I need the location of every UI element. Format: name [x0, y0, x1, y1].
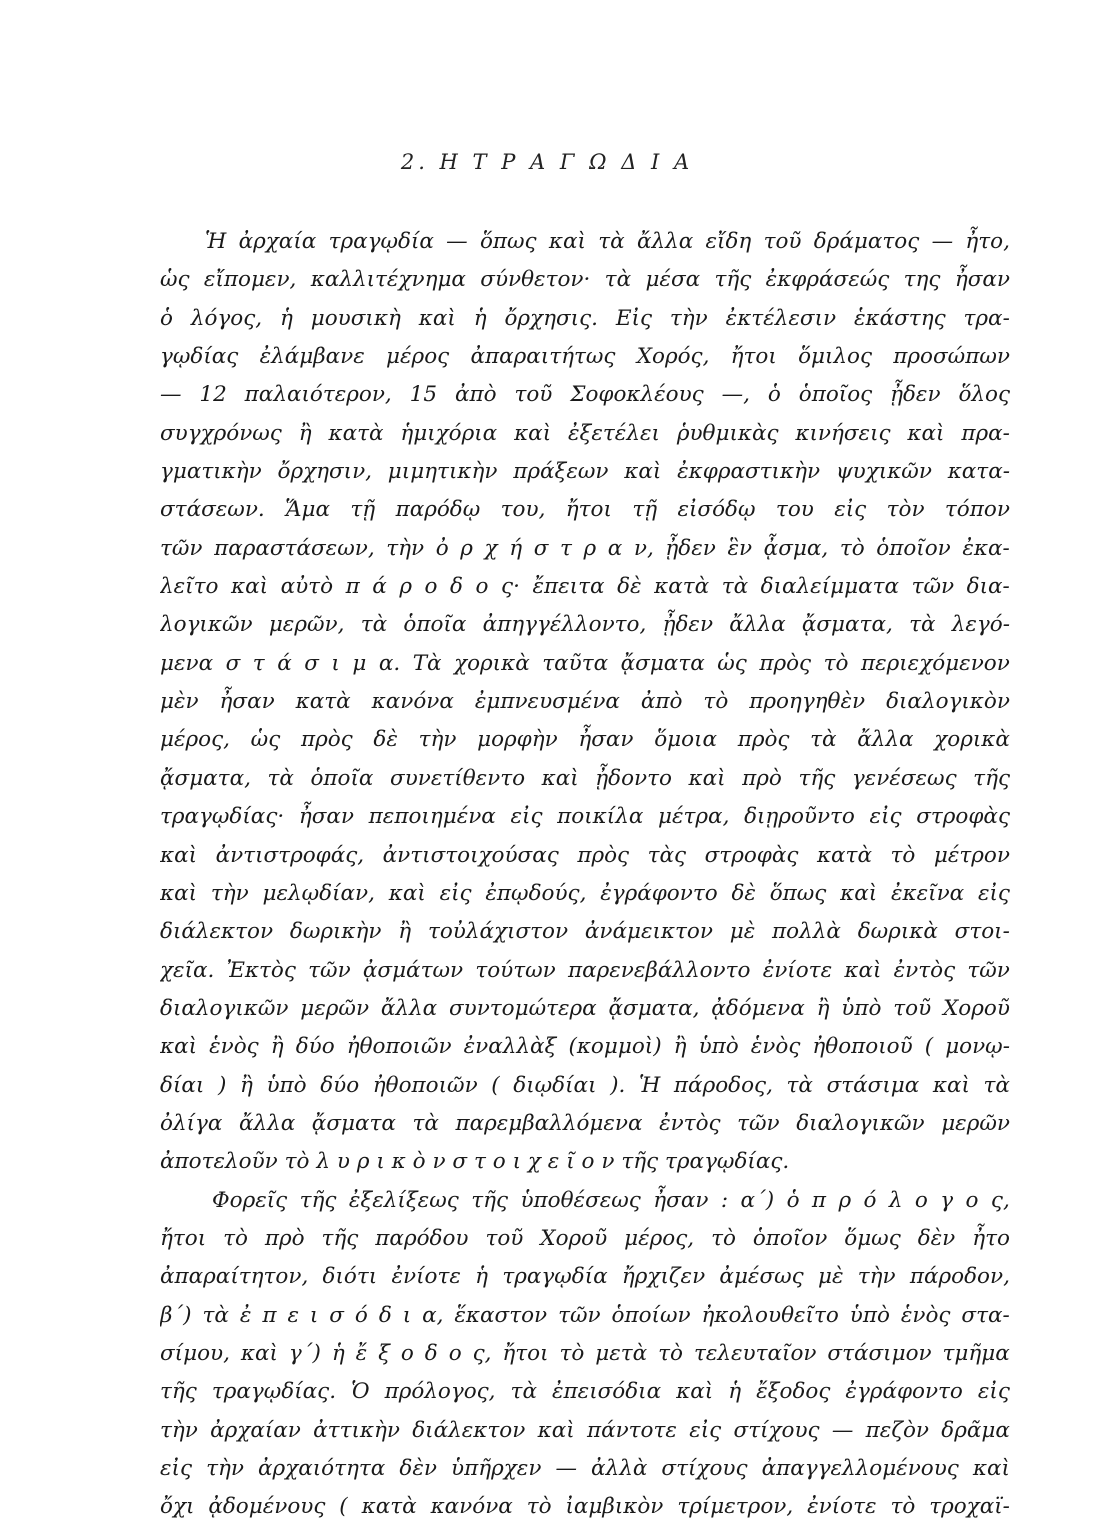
text-line: σίμου, καὶ γ΄) ἡ ἔ ξ ο δ ο ς, ἤτοι τὸ μετὰ τὸ τελευταῖον στάσιμον τμῆμα [160, 1340, 1010, 1366]
text-line: Ἡ ἀρχαία τραγῳδία — ὅπως καὶ τὰ ἄλλα εἴδη τοῦ δράματος — ἦτο, [205, 229, 1010, 254]
text-line: μενα σ τ ά σ ι μ α. Τὰ χορικὰ ταῦτα ᾄσματα ὡς πρὸς τὸ περιεχόμενον [160, 650, 1010, 676]
text-line: ὄχι ᾀδομένους ( κατὰ κανόνα τὸ ἰαμβικὸν τρίμετρον, ἐνίοτε τὸ τροχαϊ- [160, 1494, 1010, 1520]
text-line: λεῖτο καὶ αὐτὸ π ά ρ ο δ ο ς· ἔπειτα δὲ κατὰ τὰ διαλείμματα τῶν δια- [160, 574, 1010, 600]
text-line: μέρος, ὡς πρὸς δὲ τὴν μορφὴν ἦσαν ὅμοια πρὸς τὰ ἄλλα χορικὰ [160, 727, 1010, 753]
text-line: ἀπαραίτητον, διότι ἐνίοτε ἡ τραγῳδία ἤρχιζεν ἀμέσως μὲ τὴν πάροδον, [160, 1264, 1010, 1290]
section-heading: 2. Η Τ Ρ Α Γ Ω Δ Ι Α [400, 150, 694, 174]
text-line: τῶν παραστάσεων, τὴν ὀ ρ χ ή σ τ ρ α ν, ᾖδεν ἓν ᾆσμα, τὸ ὁποῖον ἐκα- [160, 535, 1010, 561]
text-line: συγχρόνως ἢ κατὰ ἡμιχόρια καὶ ἐξετέλει ῥυθμικὰς κινήσεις καὶ πρα- [160, 420, 1010, 446]
text-line: ἀποτελοῦν τὸ λ υ ρ ι κ ὸ ν σ τ ο ι χ ε ῖ ο ν τῆς τραγῳδίας. [160, 1149, 790, 1175]
text-line: ὡς εἴπομεν, καλλιτέχνημα σύνθετον· τὰ μέσα τῆς ἐκφράσεώς της ἦσαν [160, 267, 1010, 293]
text-line: Φορεῖς τῆς ἐξελίξεως τῆς ὑποθέσεως ἦσαν : α΄) ὁ π ρ ό λ ο γ ο ς, [212, 1187, 1010, 1213]
text-line: διάλεκτον δωρικὴν ἢ τοὐλάχιστον ἀνάμεικτον μὲ πολλὰ δωρικὰ στοι- [160, 919, 1010, 945]
text-line: γματικὴν ὄρχησιν, μιμητικὴν πράξεων καὶ ἐκφραστικὴν ψυχικῶν κατα- [160, 459, 1010, 485]
text-line: λογικῶν μερῶν, τὰ ὁποῖα ἀπηγγέλλοντο, ᾖδεν ἄλλα ᾄσματα, τὰ λεγό- [160, 612, 1010, 638]
text-line: β΄) τὰ ἐ π ε ι σ ό δ ι α, ἕκαστον τῶν ὁποίων ἠκολουθεῖτο ὑπὸ ἑνὸς στα- [160, 1302, 1010, 1328]
text-line: καὶ τὴν μελῳδίαν, καὶ εἰς ἐπῳδούς, ἐγράφοντο δὲ ὅπως καὶ ἐκεῖνα εἰς [160, 880, 1010, 906]
text-line: γῳδίας ἐλάμβανε μέρος ἀπαραιτήτως Χορός, ἤτοι ὅμιλος προσώπων [160, 344, 1010, 370]
text-line: χεῖα. Ἐκτὸς τῶν ᾀσμάτων τούτων παρενεβάλλοντο ἐνίοτε καὶ ἐντὸς τῶν [160, 957, 1010, 983]
body-text [160, 223, 1010, 1527]
text-line: καὶ ἀντιστροφάς, ἀντιστοιχούσας πρὸς τὰς στροφὰς κατὰ τὸ μέτρον [160, 842, 1010, 868]
text-line: ὀλίγα ἄλλα ᾄσματα τὰ παρεμβαλλόμενα ἐντὸς τῶν διαλογικῶν μερῶν [160, 1110, 1010, 1136]
text-line: δίαι ) ἢ ὑπὸ δύο ἠθοποιῶν ( διῳδίαι ). Ἡ πάροδος, τὰ στάσιμα καὶ τὰ [160, 1072, 1010, 1098]
text-line: — 12 παλαιότερον, 15 ἀπὸ τοῦ Σοφοκλέους —, ὁ ὁποῖος ᾖδεν ὅλος [160, 382, 1010, 408]
text-line: εἰς τὴν ἀρχαιότητα δὲν ὑπῆρχεν — ἀλλὰ στίχους ἀπαγγελλομένους καὶ [160, 1456, 1010, 1481]
text-line: τῆς τραγῳδίας. Ὁ πρόλογος, τὰ ἐπεισόδια καὶ ἡ ἔξοδος ἐγράφοντο εἰς [160, 1379, 1010, 1405]
text-line: ᾄσματα, τὰ ὁποῖα συνετίθεντο καὶ ᾖδοντο καὶ πρὸ τῆς γενέσεως τῆς [160, 765, 1010, 791]
text-line: τὴν ἀρχαίαν ἀττικὴν διάλεκτον καὶ πάντοτε εἰς στίχους — πεζὸν δρᾶμα [160, 1417, 1010, 1443]
text-line: ὁ λόγος, ἡ μουσικὴ καὶ ἡ ὄρχησις. Εἰς τὴν ἐκτέλεσιν ἑκάστης τρα- [160, 305, 1010, 331]
text-line: διαλογικῶν μερῶν ἄλλα συντομώτερα ᾄσματα, ᾀδόμενα ἢ ὑπὸ τοῦ Χοροῦ [160, 995, 1010, 1021]
text-line: καὶ ἑνὸς ἢ δύο ἠθοποιῶν ἐναλλὰξ (κομμοὶ) ἢ ὑπὸ ἑνὸς ἠθοποιοῦ ( μονῳ- [160, 1034, 1010, 1060]
text-line: στάσεων. Ἅμα τῇ παρόδῳ του, ἤτοι τῇ εἰσόδῳ του εἰς τὸν τόπον [160, 497, 1010, 523]
text-line: ἤτοι τὸ πρὸ τῆς παρόδου τοῦ Χοροῦ μέρος, τὸ ὁποῖον ὅμως δὲν ἦτο [160, 1225, 1010, 1251]
text-line: τραγῳδίας· ἦσαν πεποιημένα εἰς ποικίλα μέτρα, διῃροῦντο εἰς στροφὰς [160, 804, 1010, 830]
text-line: μὲν ἦσαν κατὰ κανόνα ἐμπνευσμένα ἀπὸ τὸ προηγηθὲν διαλογικὸν [160, 689, 1010, 715]
